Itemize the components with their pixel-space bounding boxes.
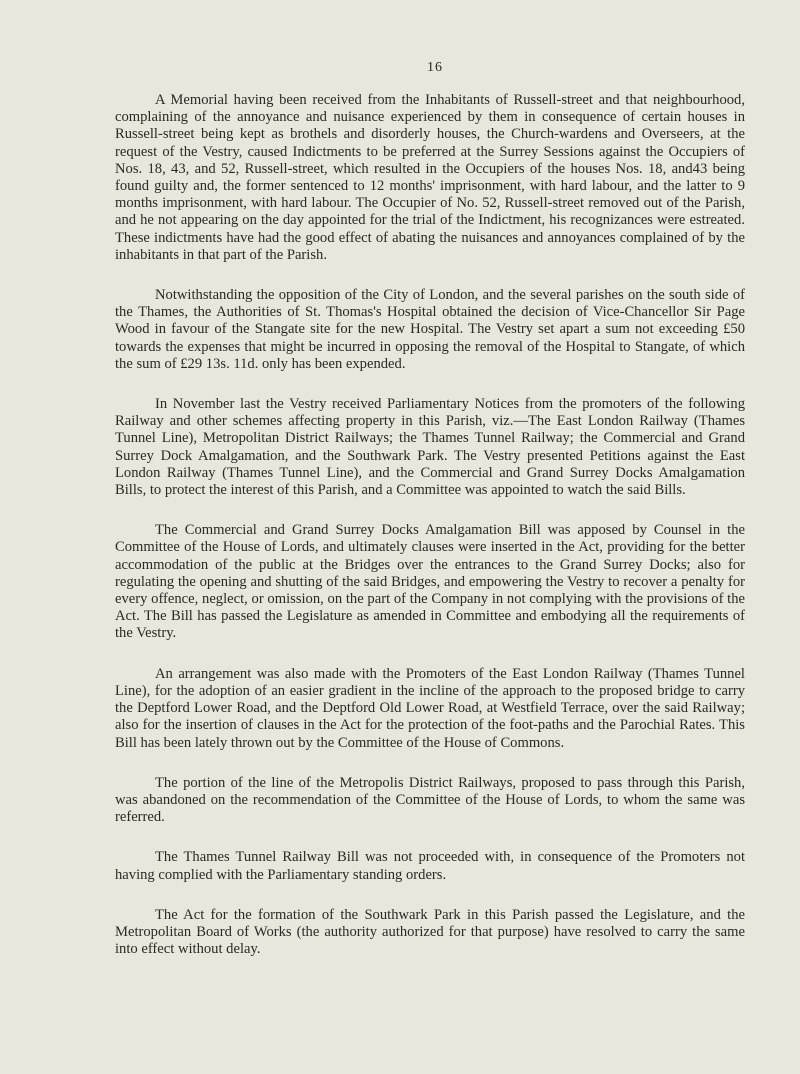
paragraph-parliamentary-notices: In November last the Vestry received Parliamentary Notices from the promoters of the following Railway and other schemes affecting property in this Parish, viz.—The East London Railway (Thames Tunnel Line), Metropolitan District Railways; the Thames Tunnel Railway; the Commercial and Grand Surrey Dock Amalgamation, and the Southwark Park. The Vestry presented Petitions against the East London Railway (Thames Tunnel Line), and the Commercial and Grand Surrey Docks Amalgamation Bills, to protect the interest of this Parish, and a Committee was appointed to watch the said Bills. [115, 396, 745, 499]
paragraph-docks-amalgamation-bill: The Commercial and Grand Surrey Docks Amalgamation Bill was apposed by Counsel in the Committee of the House of Lords, and ultimately clauses were inserted in the Act, providing for the better accommodation of the public at the Bridges over the entrances to the Grand Surrey Docks; also for regulating the opening and shutting of the said Bridges, and empowering the Vestry to recover a penalty for every offence, neglect, or omission, on the part of the Company in not complying with the provisions of the Act. The Bill has passed the Legislature as amended in Committee and embodying all the requirements of the Vestry. [115, 522, 745, 642]
paragraph-east-london-railway: An arrangement was also made with the Promoters of the East London Railway (Thames Tunnel Line), for the adoption of an easier gradient in the incline of the approach to the proposed bridge to carry the Deptford Lower Road, and the Deptford Old Lower Road, at Westfield Terrace, over the said Railway; also for the insertion of clauses in the Act for the protection of the foot-paths and the Parochial Rates. This Bill has been lately thrown out by the Committee of the House of Commons. [115, 665, 745, 751]
page-number: 16 [427, 60, 443, 75]
paragraph-thames-tunnel-railway: The Thames Tunnel Railway Bill was not proceeded with, in consequence of the Promoters not having complied with the Parliamentary standing orders. [115, 849, 745, 883]
paragraph-memorial-russell-street: A Memorial having been received from the Inhabitants of Russell-street and that neighbourhood, complaining of the annoyance and nuisance experienced by them in consequence of certain houses in Russell-street being kept as brothels and disorderly houses, the Church-wardens and Overseers, at the request of the Vestry, caused Indictments to be preferred at the Surrey Sessions against the Occupiers of Nos. 18, 43, and 52, Russell-street, which resulted in the Occupiers of the houses Nos. 18, and43 being found guilty and, the former sentenced to 12 months' imprisonment, with hard labour, and the latter to 9 months imprisonment, with hard labour. The Occupier of No. 52, Russell-street removed out of the Parish, and he not appearing on the day appointed for the trial of the Indictment, his recognizances were estreated. These indictments have had the good effect of abating the nuisances and annoyances complained of by the inhabitants in that part of the Parish. [115, 92, 745, 263]
paragraph-southwark-park: The Act for the formation of the Southwark Park in this Parish passed the Legislature, and the Metropolitan Board of Works (the authority authorized for that purpose) have resolved to carry the same into effect without delay. [115, 906, 745, 958]
paragraph-st-thomas-hospital: Notwithstanding the opposition of the City of London, and the several parishes on the south side of the Thames, the Authorities of St. Thomas's Hospital obtained the decision of Vice-Chancellor Sir Page Wood in favour of the Stangate site for the new Hospital. The Vestry set apart a sum not exceeding £50 towards the expenses that might be incurred in opposing the removal of the Hospital to Stangate, of which the sum of £29 13s. 11d. only has been expended. [115, 287, 745, 372]
paragraph-metropolis-district-railways: The portion of the line of the Metropolis District Railways, proposed to pass through this Parish, was abandoned on the recommendation of the Committee of the House of Lords, to whom the same was referred. [115, 774, 745, 826]
